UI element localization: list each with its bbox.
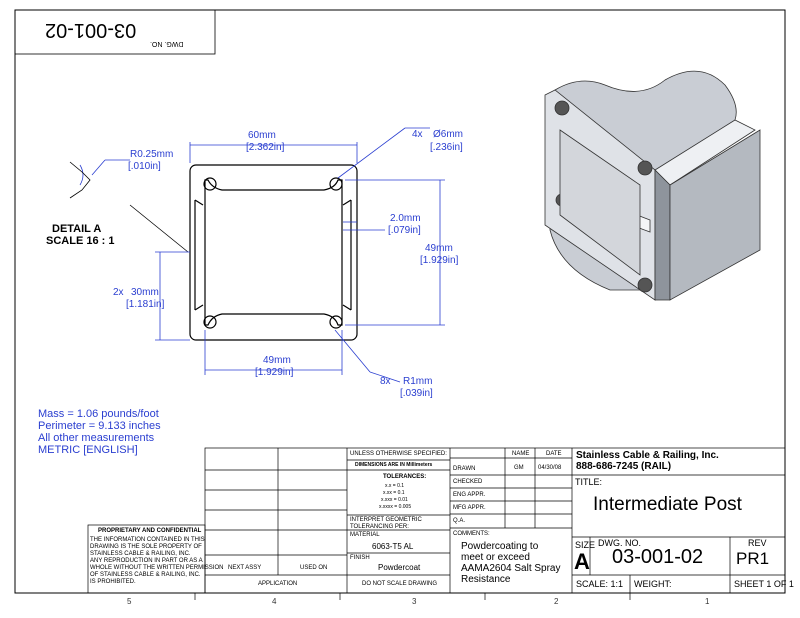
proprietary-line: OF STAINLESS CABLE & RAILING, INC. bbox=[90, 572, 201, 578]
comment-line: AAMA2604 Salt Spray bbox=[461, 563, 561, 574]
drawn-label: DRAWN bbox=[453, 466, 476, 472]
drawn-date: 04/30/08 bbox=[538, 465, 562, 471]
eng-appr-label: ENG APPR. bbox=[453, 492, 486, 498]
detail-title: DETAIL A bbox=[52, 223, 102, 235]
zone-number: 3 bbox=[412, 597, 417, 606]
detail-radius-in: [.010in] bbox=[128, 161, 161, 172]
dim-wall: 2.0mm bbox=[390, 213, 421, 224]
mirrored-dwg-number: 03-001-02 bbox=[45, 19, 137, 41]
dim-inner-h: 49mm bbox=[425, 243, 453, 254]
dim-inner-h-in: [1.929in] bbox=[420, 255, 459, 266]
zone-number: 1 bbox=[705, 597, 710, 606]
dwg-no-label: DWG. NO. bbox=[598, 538, 641, 548]
note-perimeter: Perimeter = 9.133 inches bbox=[38, 420, 161, 432]
material-label: MATERIAL bbox=[350, 532, 380, 538]
dim-r-qty: 8x bbox=[380, 376, 391, 387]
tolerance-line: x.xxxx = 0.005 bbox=[379, 504, 412, 510]
dim-holes-dia: Ø6mm bbox=[433, 129, 463, 140]
checked-label: CHECKED bbox=[453, 479, 483, 485]
comment-line: Resistance bbox=[461, 574, 511, 585]
proprietary-line: DRAWING IS THE SOLE PROPERTY OF bbox=[90, 544, 202, 550]
material-value: 6063-T5 AL bbox=[372, 542, 414, 551]
dim-half: 30mm bbox=[131, 287, 159, 298]
detail-scale: SCALE 16 : 1 bbox=[46, 235, 115, 247]
dim-width-in: [2.362in] bbox=[246, 142, 285, 153]
tolerance-line: x.xxx = 0.01 bbox=[381, 497, 408, 503]
sheet-value: SHEET 1 OF 1 bbox=[734, 579, 794, 589]
dim-half-qty: 2x bbox=[113, 287, 124, 298]
proprietary-line: WHOLE WITHOUT THE WRITTEN PERMISSION bbox=[90, 565, 224, 571]
proprietary-title: PROPRIETARY AND CONFIDENTIAL bbox=[98, 528, 202, 534]
note-units: METRIC [ENGLISH] bbox=[38, 444, 138, 456]
name-header: NAME bbox=[512, 451, 530, 457]
comment-line: meet or exceed bbox=[461, 552, 530, 563]
mirrored-dwg-label: DWG. NO. bbox=[150, 40, 184, 47]
zone-number: 2 bbox=[554, 597, 559, 606]
proprietary-line: IS PROHIBITED. bbox=[90, 579, 136, 585]
rev-label: REV bbox=[748, 538, 767, 548]
dim-wall-in: [.079in] bbox=[388, 225, 421, 236]
dim-width: 60mm bbox=[248, 130, 276, 141]
dim-r-in: [.039in] bbox=[400, 388, 433, 399]
note-measurements: All other measurements bbox=[38, 432, 155, 444]
used-on-label: USED ON bbox=[300, 565, 328, 571]
dim-inner-w-in: [1.929in] bbox=[255, 367, 294, 378]
dim-inner-w: 49mm bbox=[263, 355, 291, 366]
qa-label: Q.A. bbox=[453, 518, 466, 524]
rev-value: PR1 bbox=[736, 549, 770, 568]
weight-label: WEIGHT: bbox=[634, 579, 672, 589]
tolerance-line: x.x = 0.1 bbox=[385, 483, 405, 489]
dwg-no-value: 03-001-02 bbox=[612, 546, 704, 568]
dim-holes-in: [.236in] bbox=[430, 142, 463, 153]
comments-label: COMMENTS: bbox=[453, 531, 490, 537]
dim-r: R1mm bbox=[403, 376, 433, 387]
tolerances-label: TOLERANCES: bbox=[383, 474, 427, 480]
interpret-label: INTERPRET GEOMETRIC bbox=[350, 517, 422, 523]
proprietary-line: ANY REPRODUCTION IN PART OR AS A bbox=[90, 558, 203, 564]
tolerance-line: x.xx = 0.1 bbox=[383, 490, 405, 496]
drawn-name: GM bbox=[514, 465, 524, 471]
zone-number: 4 bbox=[272, 597, 277, 606]
finish-label: FINISH bbox=[350, 555, 370, 561]
application-label: APPLICATION bbox=[258, 581, 298, 587]
proprietary-line: THE INFORMATION CONTAINED IN THIS bbox=[90, 537, 205, 543]
date-header: DATE bbox=[546, 451, 562, 457]
note-mass: Mass = 1.06 pounds/foot bbox=[38, 408, 159, 420]
detail-radius: R0.25mm bbox=[130, 149, 174, 160]
comment-line: Powdercoating to bbox=[461, 541, 539, 552]
next-assy-label: NEXT ASSY bbox=[228, 565, 262, 571]
tolerancing-label: TOLERANCING PER: bbox=[350, 524, 409, 530]
unless-label: UNLESS OTHERWISE SPECIFIED: bbox=[350, 451, 447, 457]
dims-in-label: DIMENSIONS ARE IN Millimeters bbox=[355, 462, 433, 468]
dim-holes-qty: 4x bbox=[412, 129, 423, 140]
iso-view bbox=[545, 71, 760, 300]
size-label: SIZE bbox=[575, 540, 596, 550]
profile-drawing bbox=[190, 165, 357, 340]
title-label: TITLE: bbox=[575, 477, 603, 487]
drawing-title: Intermediate Post bbox=[593, 494, 742, 515]
proprietary-line: STAINLESS CABLE & RAILING, INC. bbox=[90, 551, 191, 557]
mfg-appr-label: MFG APPR. bbox=[453, 505, 486, 511]
size-value: A bbox=[574, 549, 590, 574]
company-phone: 888-686-7245 (RAIL) bbox=[576, 461, 672, 472]
dim-half-in: [1.181in] bbox=[126, 299, 165, 310]
company-name: Stainless Cable & Railing, Inc. bbox=[576, 450, 719, 461]
finish-value: Powdercoat bbox=[378, 563, 421, 572]
do-not-scale-label: DO NOT SCALE DRAWING bbox=[362, 581, 438, 587]
zone-number: 5 bbox=[127, 597, 132, 606]
scale-value: SCALE: 1:1 bbox=[576, 579, 624, 589]
